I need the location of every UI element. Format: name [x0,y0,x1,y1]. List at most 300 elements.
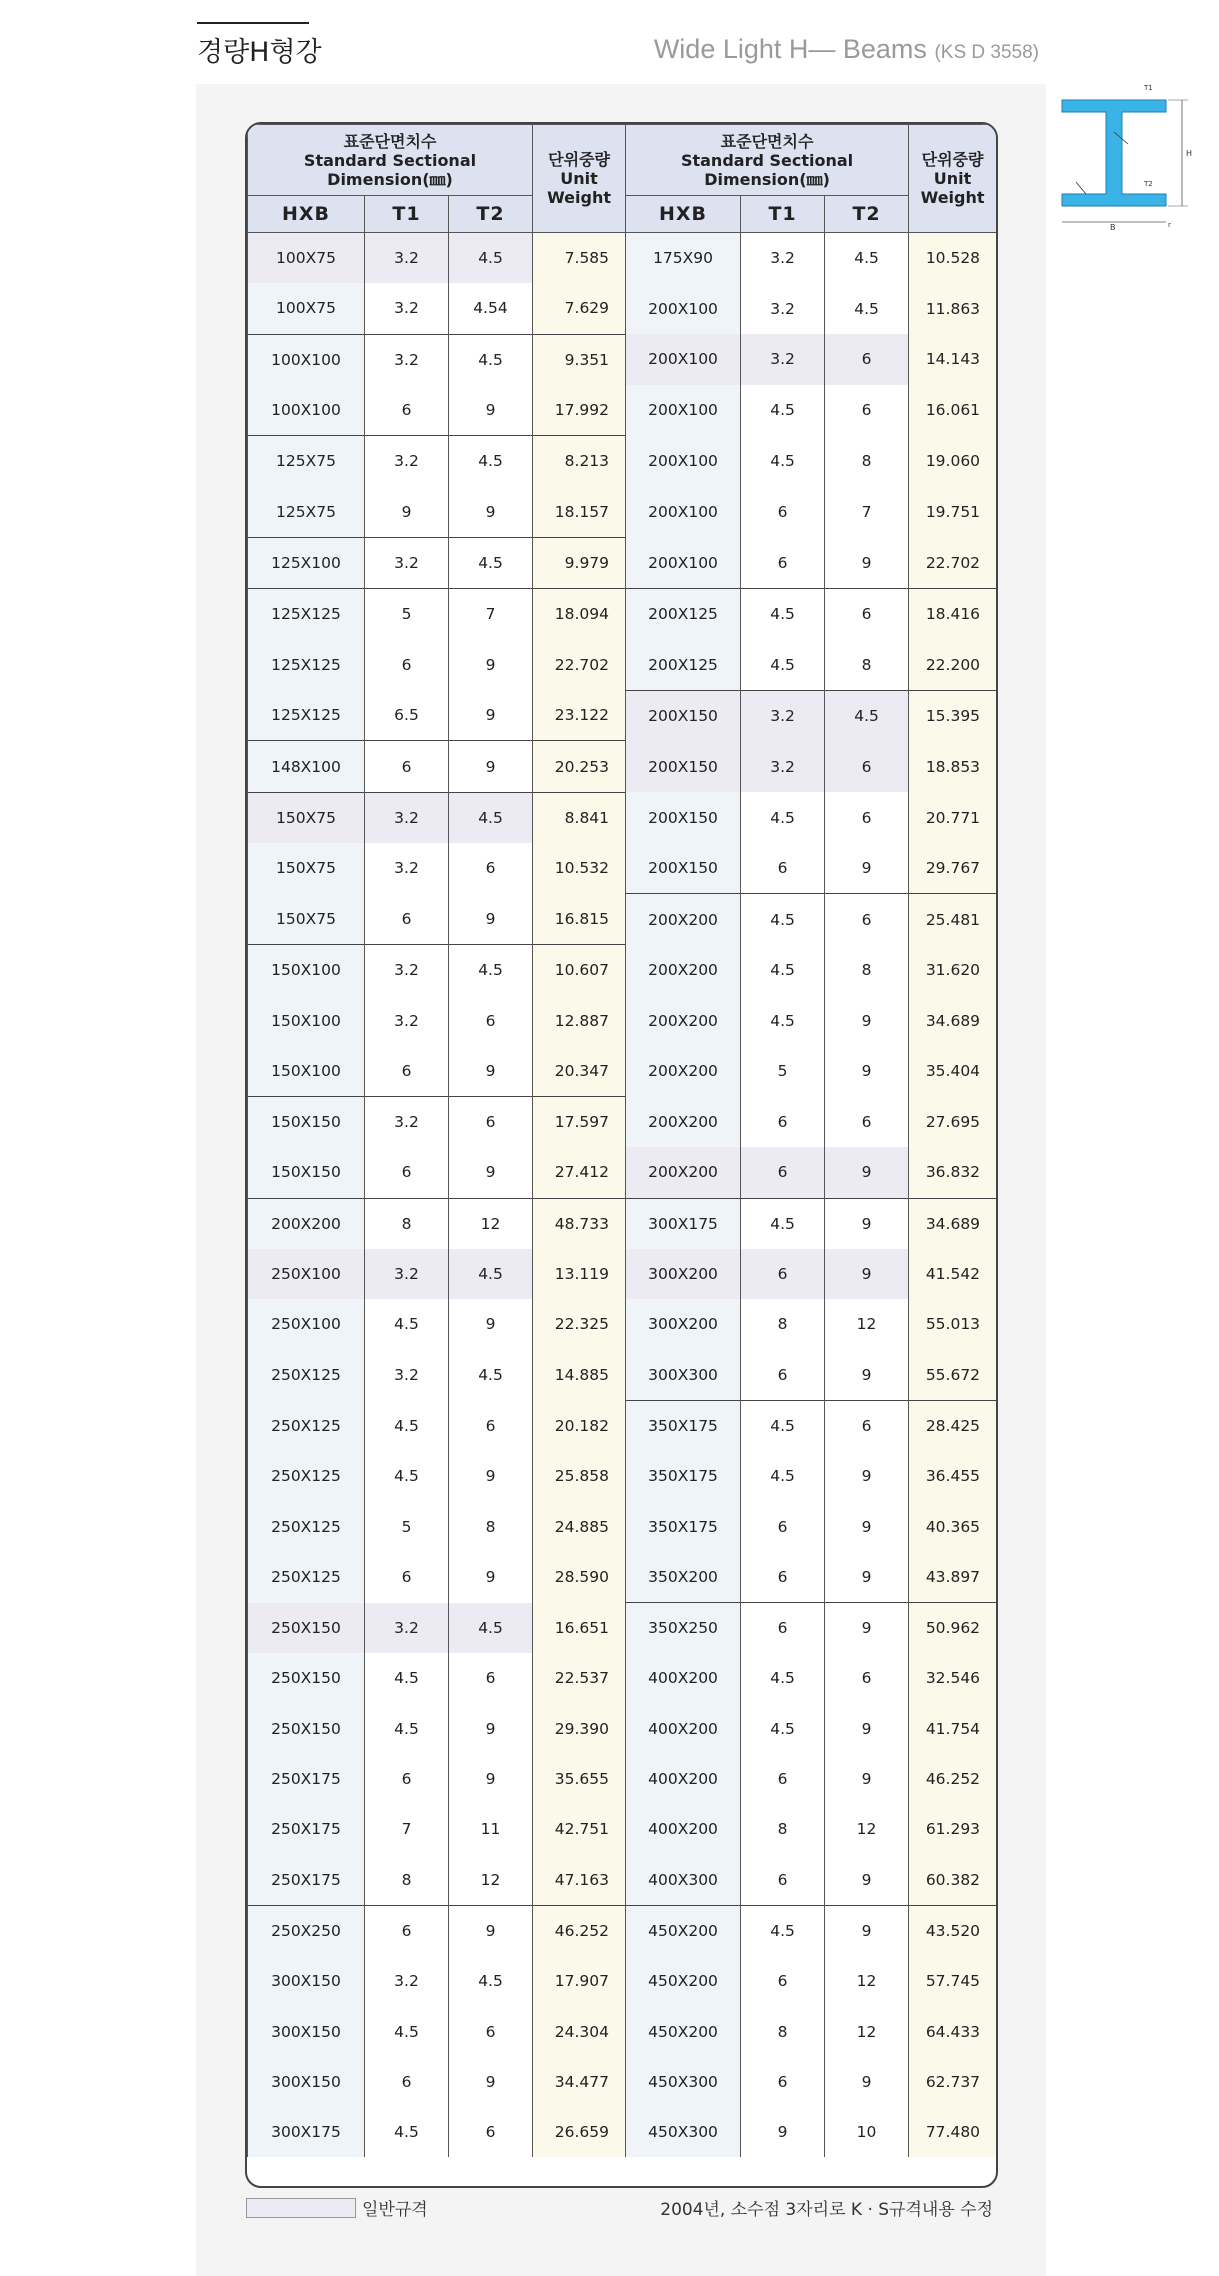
right-cell-t1: 8 [741,1804,825,1854]
left-cell-t2: 6 [449,2107,533,2157]
right-cell-hxb: 200X150 [626,792,741,843]
right-cell-t1: 6 [741,1147,825,1198]
left-cell-t1: 3.2 [365,1350,449,1401]
right-cell-t1: 3.2 [741,233,825,284]
left-cell-weight: 24.304 [533,2006,626,2056]
left-cell-hxb: 150X100 [248,1046,365,1097]
right-cell-t2: 9 [825,1147,909,1198]
table-row [248,2057,997,2107]
right-cell-weight: 61.293 [909,1804,997,1854]
left-cell-hxb: 150X75 [248,792,365,843]
left-cell-hxb: 100X100 [248,334,365,385]
right-cell-hxb: 175X90 [626,233,741,284]
right-cell-t2: 6 [825,385,909,436]
right-cell-t2: 9 [825,1704,909,1754]
left-cell-hxb: 250X125 [248,1350,365,1401]
right-cell-t1: 6 [741,537,825,588]
right-cell-hxb: 200X150 [626,741,741,792]
right-cell-t2: 9 [825,995,909,1045]
group-header-en2: Dimension(㎜) [704,169,830,189]
table-row [248,283,997,334]
left-cell-t2: 6 [449,995,533,1045]
table-row [248,1198,997,1249]
left-cell-hxb: 250X125 [248,1451,365,1501]
right-cell-t1: 4.5 [741,995,825,1045]
right-cell-weight: 43.897 [909,1552,997,1603]
left-cell-weight: 17.597 [533,1097,626,1148]
table-body [248,233,997,2158]
table-row [248,995,997,1045]
table-row [248,385,997,436]
right-cell-weight: 14.143 [909,334,997,385]
right-cell-weight: 11.863 [909,283,997,334]
right-cell-t2: 12 [825,1299,909,1349]
right-cell-weight: 50.962 [909,1603,997,1654]
column-header-hxb: HXB [626,196,741,233]
right-cell-weight: 29.767 [909,843,997,894]
left-cell-hxb: 125X125 [248,589,365,640]
left-cell-hxb: 125X125 [248,690,365,741]
right-cell-hxb: 200X100 [626,537,741,588]
left-cell-t1: 4.5 [365,1400,449,1451]
right-cell-t1: 4.5 [741,1653,825,1703]
right-cell-t2: 6 [825,589,909,640]
right-cell-hxb: 200X150 [626,690,741,741]
left-cell-hxb: 300X150 [248,2057,365,2107]
left-cell-weight: 34.477 [533,2057,626,2107]
left-cell-t2: 7 [449,589,533,640]
left-cell-t2: 6 [449,1097,533,1148]
left-cell-t1: 6 [365,1905,449,1956]
right-cell-hxb: 450X200 [626,2006,741,2056]
table-row [248,1097,997,1148]
left-cell-t1: 5 [365,1501,449,1551]
left-cell-t2: 4.5 [449,233,533,284]
right-cell-t1: 4.5 [741,1451,825,1501]
table-row [248,334,997,385]
right-cell-t1: 9 [741,2107,825,2157]
left-cell-t2: 9 [449,1704,533,1754]
right-cell-t1: 6 [741,1501,825,1551]
left-cell-weight: 25.858 [533,1451,626,1501]
right-cell-weight: 22.702 [909,537,997,588]
diagram-label-h: H [1186,149,1193,158]
right-cell-t1: 6 [741,1350,825,1401]
weight-header-ko: 단위중량 [921,150,984,169]
left-cell-t1: 6 [365,1046,449,1097]
left-cell-t1: 3.2 [365,945,449,996]
left-cell-hxb: 148X100 [248,741,365,792]
right-cell-hxb: 200X100 [626,334,741,385]
table-row [248,792,997,843]
right-cell-hxb: 400X300 [626,1855,741,1906]
left-cell-hxb: 250X175 [248,1855,365,1906]
weight-header-en2: Weight [920,188,985,207]
header-rule [197,22,309,24]
table-row [248,741,997,792]
right-cell-hxb: 200X125 [626,589,741,640]
table-row [248,1451,997,1501]
left-cell-t1: 3.2 [365,436,449,487]
right-cell-hxb: 350X200 [626,1552,741,1603]
right-cell-hxb: 400X200 [626,1804,741,1854]
table-row [248,589,997,640]
left-cell-t2: 6 [449,1653,533,1703]
revision-note: 2004년, 소수점 3자리로 K · S규격내용 수정 [660,2200,993,2220]
left-cell-t1: 4.5 [365,1653,449,1703]
left-cell-weight: 16.815 [533,894,626,945]
right-cell-hxb: 200X100 [626,486,741,537]
page-title-korean: 경량H형강 [197,37,322,68]
left-cell-t1: 6 [365,1552,449,1603]
table-row [248,1299,997,1349]
right-cell-hxb: 350X250 [626,1603,741,1654]
table-row [248,1804,997,1854]
right-cell-hxb: 450X200 [626,1905,741,1956]
right-cell-weight: 10.528 [909,233,997,284]
table-row [248,436,997,487]
right-cell-t1: 5 [741,1046,825,1097]
right-cell-t1: 6 [741,2057,825,2107]
table-row [248,1552,997,1603]
column-header-t2: T2 [449,196,533,233]
right-cell-weight: 27.695 [909,1097,997,1148]
right-cell-hxb: 300X175 [626,1198,741,1249]
left-group-header [248,125,533,196]
diagram-label-r: r [1168,221,1171,229]
column-header-t2: T2 [825,196,909,233]
right-cell-t1: 6 [741,843,825,894]
diagram-label-b: B [1110,223,1116,232]
right-cell-t2: 9 [825,1350,909,1401]
table-row [248,894,997,945]
left-cell-weight: 14.885 [533,1350,626,1401]
right-cell-t1: 4.5 [741,792,825,843]
legend-label: 일반규격 [362,2200,428,2220]
right-cell-t1: 6 [741,1754,825,1804]
left-cell-weight: 46.252 [533,1905,626,1956]
left-cell-weight: 42.751 [533,1804,626,1854]
left-cell-t1: 4.5 [365,1451,449,1501]
left-cell-t2: 4.5 [449,945,533,996]
h-beam-section-diagram [1056,82,1212,232]
left-cell-t2: 6 [449,843,533,894]
left-cell-t1: 4.5 [365,1299,449,1349]
left-cell-hxb: 250X150 [248,1653,365,1703]
left-cell-t2: 4.5 [449,537,533,588]
right-cell-weight: 40.365 [909,1501,997,1551]
right-cell-t2: 4.5 [825,690,909,741]
left-cell-weight: 24.885 [533,1501,626,1551]
left-cell-t2: 12 [449,1198,533,1249]
right-cell-weight: 31.620 [909,945,997,996]
left-cell-weight: 10.607 [533,945,626,996]
left-cell-hxb: 250X100 [248,1299,365,1349]
right-cell-weight: 60.382 [909,1855,997,1906]
table-row [248,639,997,690]
right-cell-t2: 6 [825,792,909,843]
right-cell-weight: 25.481 [909,894,997,945]
right-cell-t2: 6 [825,894,909,945]
left-cell-weight: 17.907 [533,1956,626,2006]
right-cell-t2: 4.5 [825,283,909,334]
left-cell-t2: 9 [449,385,533,436]
right-cell-t2: 9 [825,1754,909,1804]
right-cell-t2: 10 [825,2107,909,2157]
left-cell-weight: 13.119 [533,1249,626,1299]
left-cell-t2: 6 [449,1400,533,1451]
right-cell-weight: 18.853 [909,741,997,792]
right-cell-t2: 6 [825,334,909,385]
right-cell-t2: 9 [825,1046,909,1097]
left-cell-t2: 4.5 [449,792,533,843]
table-row [248,2006,997,2056]
right-cell-hxb: 200X200 [626,995,741,1045]
left-cell-weight: 23.122 [533,690,626,741]
group-header-ko: 표준단면치수 [343,131,437,151]
left-cell-t1: 3.2 [365,1097,449,1148]
left-cell-hxb: 150X75 [248,843,365,894]
left-cell-hxb: 125X100 [248,537,365,588]
left-cell-hxb: 100X100 [248,385,365,436]
left-cell-t1: 4.5 [365,2006,449,2056]
right-cell-weight: 46.252 [909,1754,997,1804]
left-cell-t2: 9 [449,690,533,741]
right-cell-t1: 3.2 [741,690,825,741]
right-cell-weight: 18.416 [909,589,997,640]
left-cell-t1: 3.2 [365,334,449,385]
right-cell-hxb: 200X200 [626,1147,741,1198]
right-cell-t2: 9 [825,1249,909,1299]
group-header-en1: Standard Sectional [303,150,477,170]
right-cell-t1: 6 [741,1552,825,1603]
right-cell-t1: 3.2 [741,334,825,385]
right-cell-t2: 8 [825,436,909,487]
left-cell-hxb: 250X250 [248,1905,365,1956]
left-cell-weight: 20.182 [533,1400,626,1451]
left-cell-hxb: 100X75 [248,283,365,334]
left-cell-hxb: 250X175 [248,1804,365,1854]
table-row [248,1704,997,1754]
table-row [248,1249,997,1299]
left-cell-weight: 17.992 [533,385,626,436]
left-cell-hxb: 125X125 [248,639,365,690]
right-cell-weight: 20.771 [909,792,997,843]
right-cell-t2: 9 [825,1198,909,1249]
right-cell-t2: 4.5 [825,233,909,284]
right-cell-hxb: 200X200 [626,894,741,945]
left-cell-hxb: 200X200 [248,1198,365,1249]
left-cell-t2: 4.5 [449,436,533,487]
right-cell-t1: 6 [741,486,825,537]
right-cell-t1: 8 [741,2006,825,2056]
left-cell-t1: 5 [365,589,449,640]
weight-header-en1: Unit [933,169,972,188]
right-cell-hxb: 200X200 [626,1097,741,1148]
right-cell-t1: 4.5 [741,385,825,436]
left-cell-weight: 27.412 [533,1147,626,1198]
right-cell-t2: 6 [825,1653,909,1703]
weight-header-en1: Unit [560,169,598,188]
right-cell-hxb: 400X200 [626,1754,741,1804]
left-cell-t2: 9 [449,1552,533,1603]
right-cell-t1: 4.5 [741,1704,825,1754]
column-header-t1: T1 [741,196,825,233]
right-cell-hxb: 200X100 [626,385,741,436]
right-cell-hxb: 300X200 [626,1249,741,1299]
left-cell-t1: 6 [365,1147,449,1198]
table-row [248,1754,997,1804]
right-cell-t1: 6 [741,1956,825,2006]
table-row [248,2107,997,2157]
right-cell-t2: 12 [825,1804,909,1854]
right-cell-t2: 9 [825,843,909,894]
left-cell-t1: 6 [365,741,449,792]
left-cell-hxb: 125X75 [248,486,365,537]
right-cell-weight: 55.672 [909,1350,997,1401]
right-cell-t2: 8 [825,945,909,996]
right-cell-t2: 6 [825,1097,909,1148]
table-row [248,1956,997,2006]
h-beam-shape [1062,100,1166,206]
right-cell-t2: 8 [825,639,909,690]
left-cell-t1: 8 [365,1198,449,1249]
left-cell-hxb: 150X150 [248,1147,365,1198]
left-cell-t2: 9 [449,1451,533,1501]
table-row [248,690,997,741]
left-cell-t2: 4.5 [449,1350,533,1401]
left-cell-hxb: 300X150 [248,1956,365,2006]
right-cell-weight: 62.737 [909,2057,997,2107]
right-cell-weight: 41.542 [909,1249,997,1299]
left-cell-weight: 26.659 [533,2107,626,2157]
left-cell-hxb: 250X150 [248,1704,365,1754]
table-row [248,1046,997,1097]
left-cell-weight: 18.157 [533,486,626,537]
left-cell-hxb: 250X175 [248,1754,365,1804]
right-cell-t1: 4.5 [741,1905,825,1956]
right-cell-t2: 9 [825,1603,909,1654]
table-row [248,1147,997,1198]
left-cell-t2: 9 [449,2057,533,2107]
right-cell-t1: 6 [741,1249,825,1299]
left-cell-t1: 3.2 [365,283,449,334]
left-cell-weight: 28.590 [533,1552,626,1603]
right-cell-t1: 3.2 [741,741,825,792]
left-cell-t2: 9 [449,486,533,537]
weight-header-en2: Weight [547,188,611,207]
left-cell-weight: 8.841 [533,792,626,843]
table-row [248,1905,997,1956]
beam-spec-table-frame [245,122,998,2188]
left-cell-weight: 48.733 [533,1198,626,1249]
right-cell-t2: 9 [825,1905,909,1956]
table-row [248,945,997,996]
page-title-english [654,34,1039,65]
right-cell-weight: 36.455 [909,1451,997,1501]
right-cell-hxb: 450X300 [626,2107,741,2157]
left-cell-weight: 8.213 [533,436,626,487]
right-cell-t2: 9 [825,537,909,588]
left-cell-t1: 3.2 [365,792,449,843]
group-header-ko: 표준단면치수 [720,131,814,151]
right-cell-t1: 6 [741,1097,825,1148]
table-row [248,1653,997,1703]
right-cell-weight: 36.832 [909,1147,997,1198]
right-cell-weight: 35.404 [909,1046,997,1097]
right-cell-hxb: 400X200 [626,1653,741,1703]
right-cell-weight: 16.061 [909,385,997,436]
group-header-en2: Dimension(㎜) [327,169,453,189]
left-cell-t1: 3.2 [365,537,449,588]
left-cell-t1: 6.5 [365,690,449,741]
left-cell-weight: 12.887 [533,995,626,1045]
left-cell-t2: 8 [449,1501,533,1551]
left-cell-t1: 3.2 [365,1603,449,1654]
left-cell-t1: 3.2 [365,1956,449,2006]
left-cell-t2: 9 [449,1046,533,1097]
right-cell-t1: 6 [741,1603,825,1654]
left-cell-t2: 6 [449,2006,533,2056]
right-cell-weight: 19.060 [909,436,997,487]
left-cell-weight: 22.702 [533,639,626,690]
left-cell-weight: 20.253 [533,741,626,792]
right-cell-hxb: 200X150 [626,843,741,894]
right-cell-hxb: 300X300 [626,1350,741,1401]
right-cell-t1: 4.5 [741,436,825,487]
left-cell-weight: 29.390 [533,1704,626,1754]
right-cell-weight: 32.546 [909,1653,997,1703]
left-cell-t1: 9 [365,486,449,537]
right-cell-t2: 9 [825,1501,909,1551]
left-cell-weight: 22.537 [533,1653,626,1703]
right-cell-hxb: 200X100 [626,283,741,334]
right-cell-hxb: 400X200 [626,1704,741,1754]
right-cell-t2: 7 [825,486,909,537]
diagram-label-t2: T2 [1144,180,1153,188]
left-cell-weight: 9.351 [533,334,626,385]
right-cell-t1: 6 [741,1855,825,1906]
left-cell-t1: 6 [365,639,449,690]
left-cell-t2: 9 [449,1147,533,1198]
left-cell-hxb: 150X100 [248,945,365,996]
left-cell-t1: 6 [365,894,449,945]
left-cell-t1: 6 [365,1754,449,1804]
right-cell-hxb: 350X175 [626,1501,741,1551]
right-cell-weight: 22.200 [909,639,997,690]
left-cell-weight: 7.629 [533,283,626,334]
left-cell-hxb: 300X150 [248,2006,365,2056]
left-cell-t1: 3.2 [365,233,449,284]
right-cell-hxb: 450X200 [626,1956,741,2006]
left-cell-t2: 4.5 [449,1956,533,2006]
left-cell-weight: 35.655 [533,1754,626,1804]
beam-spec-table [247,124,997,2157]
left-cell-t2: 12 [449,1855,533,1906]
left-cell-t2: 9 [449,1299,533,1349]
diagram-label-t1: T1 [1144,84,1153,92]
left-cell-weight: 20.347 [533,1046,626,1097]
right-cell-hxb: 350X175 [626,1400,741,1451]
left-cell-t1: 3.2 [365,995,449,1045]
table-row [248,1350,997,1401]
table-row [248,1400,997,1451]
left-cell-hxb: 150X75 [248,894,365,945]
left-cell-t1: 3.2 [365,843,449,894]
right-cell-hxb: 200X200 [626,1046,741,1097]
right-cell-t1: 4.5 [741,1198,825,1249]
right-group-header [626,125,909,196]
